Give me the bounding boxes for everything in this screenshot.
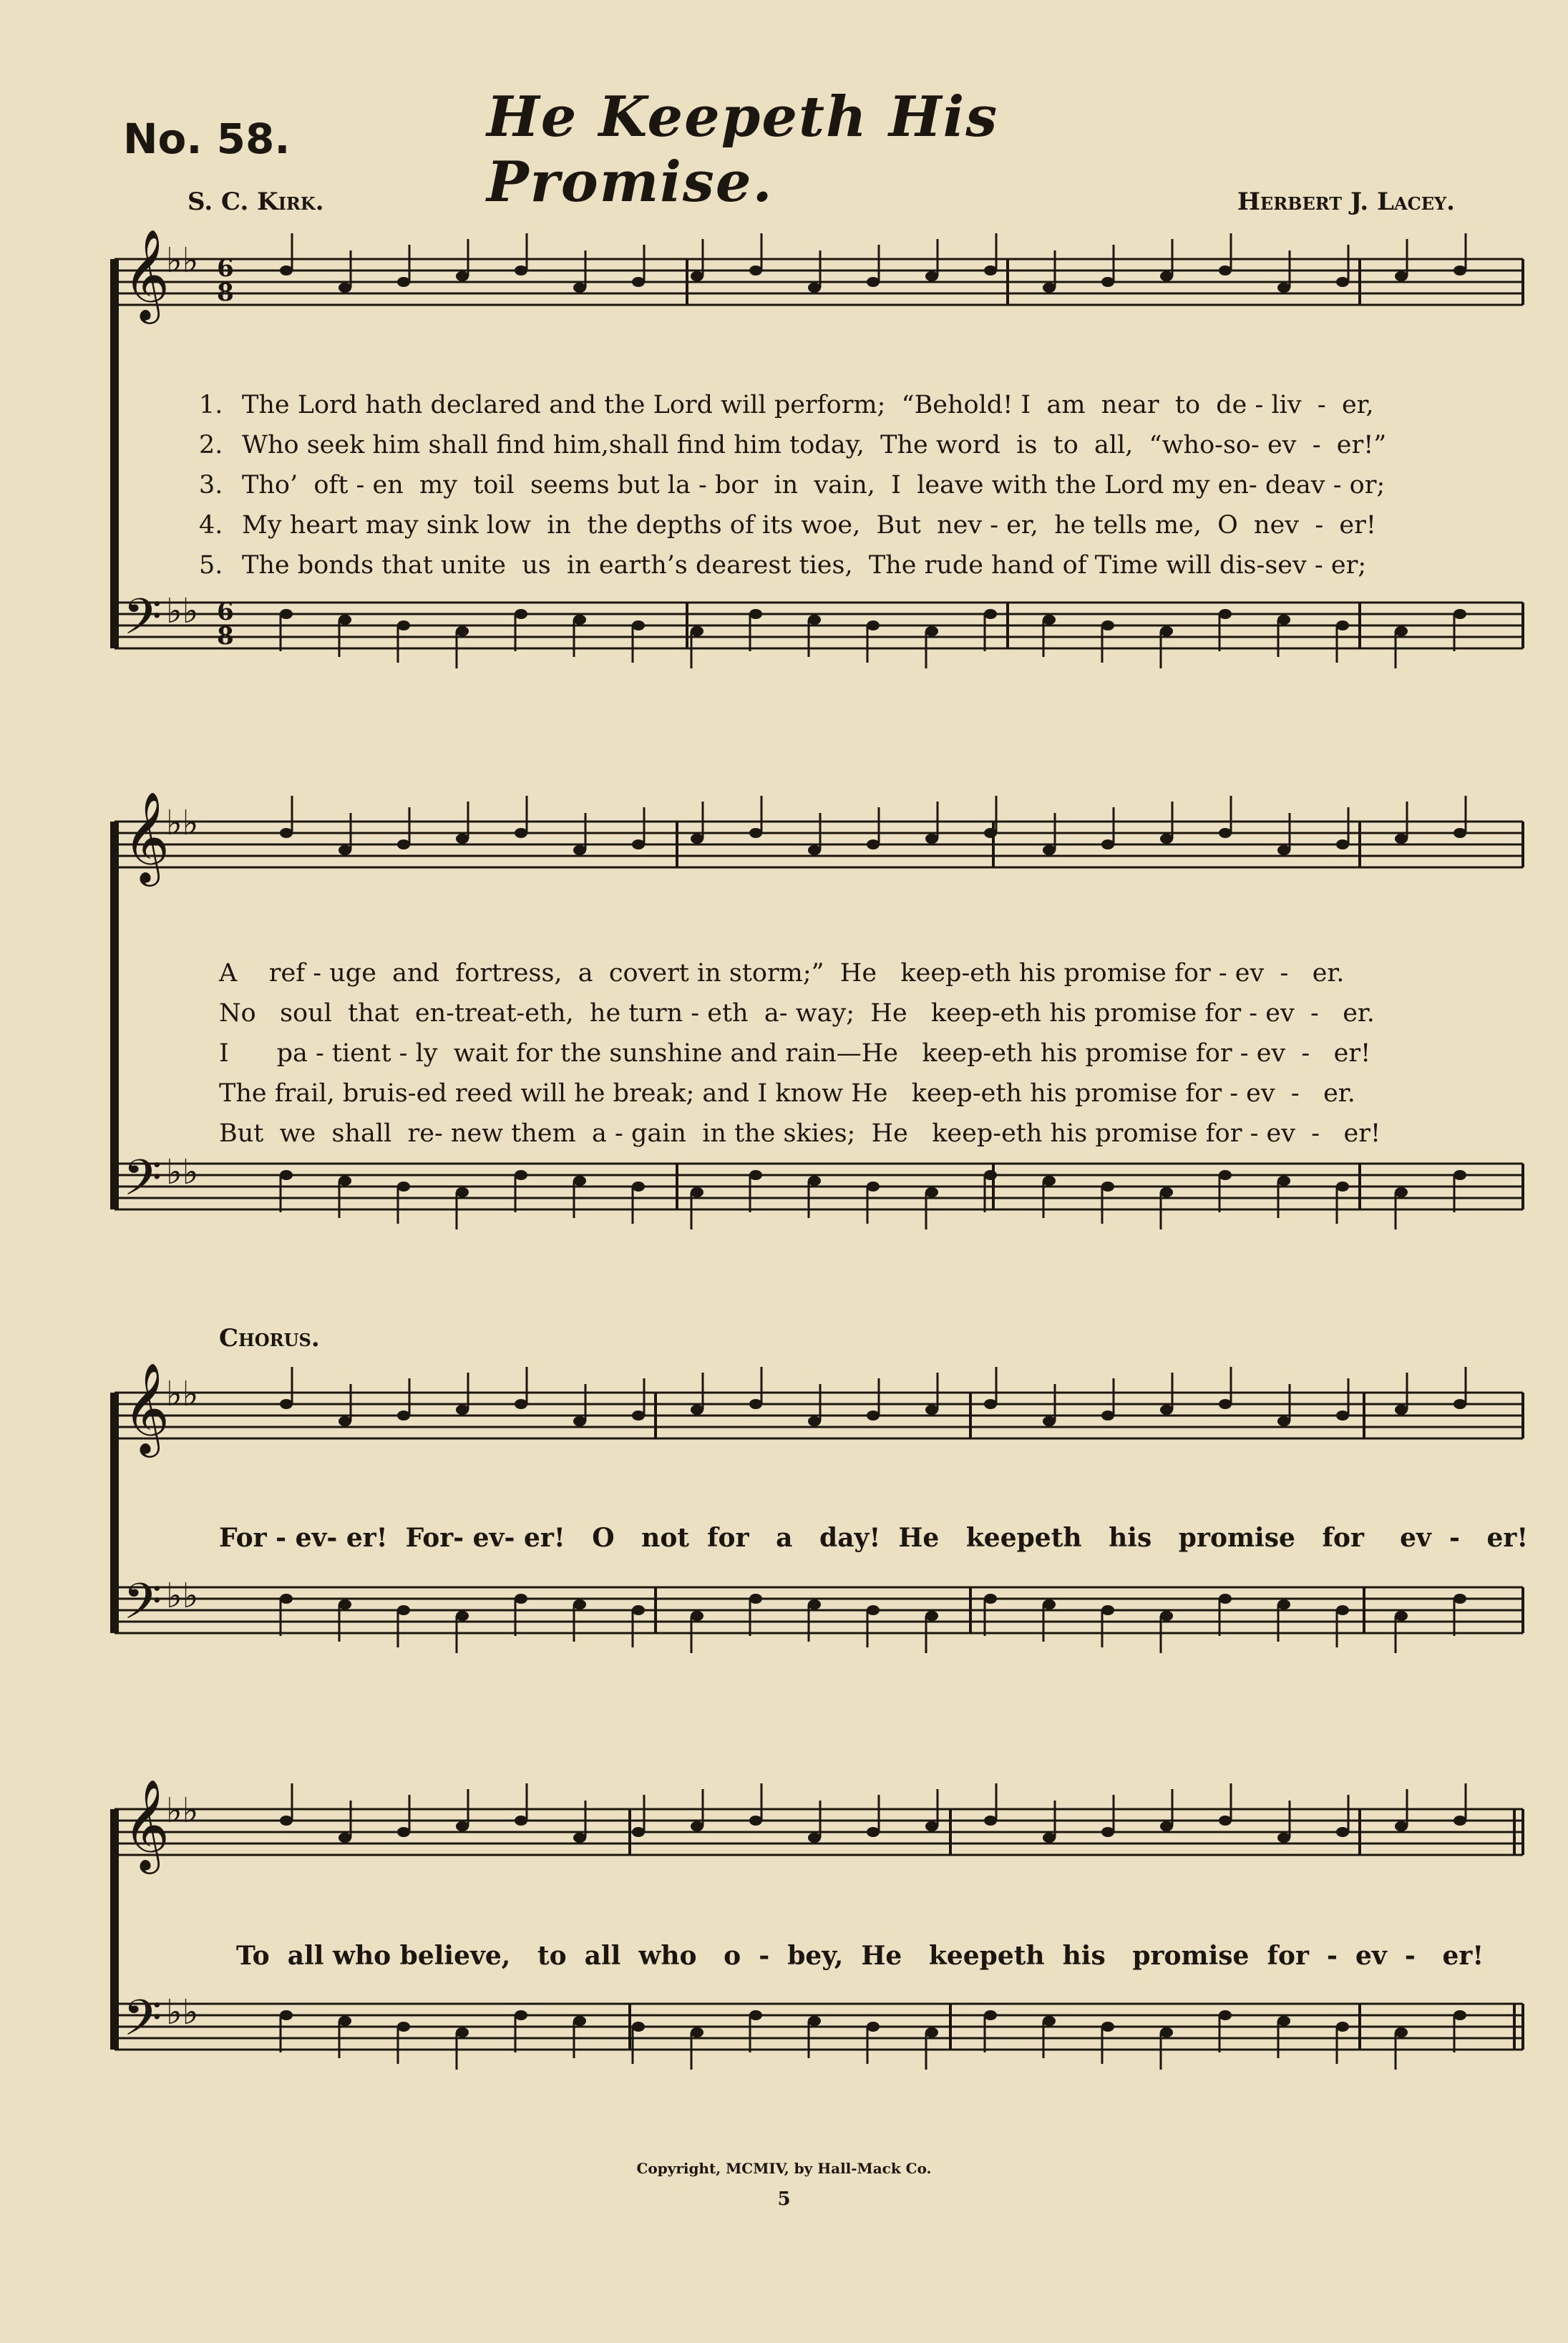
verse-line: 2. Who seek him shall find him,shall find him today, The word is to all, “who-so- ev - er!”	[199, 431, 1387, 459]
note-head	[1277, 845, 1290, 855]
note-head	[280, 828, 293, 838]
note-head	[1277, 1599, 1290, 1609]
note-head	[1277, 1833, 1290, 1843]
note-head	[1160, 1611, 1173, 1621]
note-head	[1336, 1411, 1349, 1421]
refrain-line: A ref - uge and fortress, a covert in storm;” He keep-eth his promise for - ev - er.	[219, 959, 1345, 988]
key-signature-icon: ♭♭	[166, 1992, 199, 2032]
hymn-title: He Keepeth His Promise.	[487, 84, 999, 215]
note-head	[339, 845, 351, 855]
note-head	[867, 1605, 880, 1615]
note-head	[1219, 1816, 1232, 1826]
note-head	[339, 1416, 351, 1426]
note-head	[984, 1399, 997, 1409]
note-head	[1160, 1187, 1173, 1197]
note-head	[691, 1187, 703, 1197]
note-head	[573, 1599, 586, 1609]
note-head	[280, 1816, 293, 1826]
note-head	[280, 609, 293, 619]
refrain-line: The frail, bruis-ed reed will he break; and I know He keep-eth his promise for - ev - er.	[219, 1079, 1355, 1108]
note-head	[925, 271, 938, 281]
note-head	[749, 1816, 762, 1826]
note-head	[573, 1416, 586, 1426]
note-head	[749, 1399, 762, 1409]
note-head	[456, 1821, 469, 1831]
chorus-lyric-line: To all who believe, to all who o - bey, He keepeth his promise for - ev - er!	[236, 1941, 1484, 1971]
lyricist-credit: S. C. Kirk.	[188, 187, 324, 216]
note-head	[632, 1827, 645, 1837]
note-head	[691, 1405, 703, 1415]
treble-clef-icon: 𝄞	[123, 791, 170, 882]
note-head	[1395, 2027, 1408, 2037]
key-signature-icon: ♭♭	[166, 1791, 199, 1831]
key-signature-icon: ♭♭	[166, 803, 199, 843]
note-head	[1277, 283, 1290, 293]
note-head	[925, 2027, 938, 2037]
chorus-label: Chorus.	[219, 1324, 320, 1353]
note-head	[749, 1170, 762, 1180]
note-head	[1277, 2016, 1290, 2026]
note-head	[1453, 609, 1466, 619]
note-head	[1395, 271, 1408, 281]
bass-clef-icon: 𝄢	[123, 588, 162, 658]
note-head	[632, 839, 645, 849]
note-head	[1219, 609, 1232, 619]
note-head	[397, 1827, 410, 1837]
key-signature-icon: ♭♭	[166, 1576, 199, 1616]
note-head	[984, 266, 997, 276]
note-head	[1101, 277, 1114, 287]
treble-clef-icon: 𝄞	[123, 228, 170, 320]
time-signature-bottom: 8	[217, 278, 234, 307]
note-head	[280, 2010, 293, 2020]
note-head	[397, 1605, 410, 1615]
note-head	[1219, 1399, 1232, 1409]
note-head	[808, 615, 821, 625]
note-head	[1395, 834, 1408, 844]
note-head	[573, 1833, 586, 1843]
note-head	[632, 2022, 645, 2032]
refrain-line: I pa - tient - ly wait for the sunshine and rain—He keep-eth his promise for - ev - er!	[219, 1039, 1371, 1068]
note-head	[280, 1399, 293, 1409]
note-head	[339, 1833, 351, 1843]
note-head	[1336, 620, 1349, 630]
key-signature-icon: ♭♭	[166, 1374, 199, 1414]
note-head	[1453, 266, 1466, 276]
note-head	[1043, 845, 1056, 855]
note-head	[339, 1599, 351, 1609]
note-head	[397, 2022, 410, 2032]
treble-clef-icon: 𝄞	[123, 1778, 170, 1870]
note-head	[867, 1182, 880, 1192]
note-head	[456, 1611, 469, 1621]
note-head	[1395, 1611, 1408, 1621]
time-signature-top: 6	[217, 598, 234, 626]
note-head	[925, 834, 938, 844]
note-head	[691, 834, 703, 844]
note-head	[867, 839, 880, 849]
note-head	[632, 1182, 645, 1192]
note-head	[749, 828, 762, 838]
note-head	[1453, 2010, 1466, 2020]
note-head	[1336, 1827, 1349, 1837]
time-signature-top: 6	[217, 254, 234, 283]
note-head	[691, 271, 703, 281]
note-head	[1453, 1816, 1466, 1826]
note-head	[984, 1594, 997, 1604]
note-head	[984, 828, 997, 838]
note-head	[632, 277, 645, 287]
time-signature-bottom: 8	[217, 622, 234, 651]
note-head	[456, 834, 469, 844]
note-head	[925, 1611, 938, 1621]
note-head	[280, 266, 293, 276]
note-head	[397, 277, 410, 287]
refrain-line: No soul that en-treat-eth, he turn - eth a- way; He keep-eth his promise for - ev - er.	[219, 999, 1375, 1028]
note-head	[1101, 620, 1114, 630]
note-head	[1101, 2022, 1114, 2032]
note-head	[808, 1833, 821, 1843]
note-head	[691, 1821, 703, 1831]
note-head	[515, 1594, 527, 1604]
note-head	[749, 266, 762, 276]
note-head	[867, 1411, 880, 1421]
note-head	[456, 1187, 469, 1197]
note-head	[1219, 1594, 1232, 1604]
note-head	[984, 609, 997, 619]
note-head	[1043, 615, 1056, 625]
note-head	[1395, 1405, 1408, 1415]
note-head	[1453, 1594, 1466, 1604]
note-head	[1043, 2016, 1056, 2026]
verse-line: 1. The Lord hath declared and the Lord will perform; “Behold! I am near to de - liv - er,	[199, 391, 1374, 419]
note-head	[1277, 615, 1290, 625]
note-head	[339, 1176, 351, 1186]
note-head	[573, 283, 586, 293]
note-head	[1395, 1821, 1408, 1831]
note-head	[1101, 1827, 1114, 1837]
note-head	[515, 266, 527, 276]
note-head	[925, 1187, 938, 1197]
note-head	[632, 1411, 645, 1421]
note-head	[515, 1170, 527, 1180]
note-head	[808, 1416, 821, 1426]
key-signature-icon: ♭♭	[166, 240, 199, 281]
note-head	[515, 1399, 527, 1409]
note-head	[749, 609, 762, 619]
key-signature-icon: ♭♭	[166, 591, 199, 631]
note-head	[632, 1605, 645, 1615]
note-head	[1336, 1605, 1349, 1615]
note-head	[456, 626, 469, 636]
note-head	[1453, 1170, 1466, 1180]
note-head	[1277, 1416, 1290, 1426]
refrain-line: But we shall re- new them a - gain in the skies; He keep-eth his promise for - ev - er!	[219, 1119, 1381, 1148]
note-head	[397, 839, 410, 849]
note-head	[925, 1405, 938, 1415]
note-head	[456, 271, 469, 281]
note-head	[573, 615, 586, 625]
note-head	[867, 277, 880, 287]
note-head	[1395, 626, 1408, 636]
note-head	[925, 1821, 938, 1831]
note-head	[1160, 1405, 1173, 1415]
copyright-notice: Copyright, MCMIV, by Hall-Mack Co.	[636, 2160, 932, 2177]
note-head	[1219, 1170, 1232, 1180]
note-head	[1043, 1833, 1056, 1843]
note-head	[1043, 283, 1056, 293]
note-head	[1160, 271, 1173, 281]
note-head	[1101, 839, 1114, 849]
composer-credit: Herbert J. Lacey.	[1237, 187, 1455, 216]
note-head	[339, 2016, 351, 2026]
note-head	[1453, 828, 1466, 838]
note-head	[339, 283, 351, 293]
note-head	[1101, 1411, 1114, 1421]
note-head	[867, 1827, 880, 1837]
verse-line: 4. My heart may sink low in the depths of its woe, But nev - er, he tells me, O nev - er!	[199, 511, 1376, 540]
note-head	[808, 2016, 821, 2026]
hymn-number: No. 58.	[123, 115, 291, 163]
note-head	[632, 620, 645, 630]
note-head	[1160, 834, 1173, 844]
note-head	[515, 1816, 527, 1826]
note-head	[1160, 626, 1173, 636]
note-head	[515, 609, 527, 619]
note-head	[984, 1816, 997, 1826]
bass-clef-icon: 𝄢	[123, 1989, 162, 2059]
key-signature-icon: ♭♭	[166, 1152, 199, 1192]
note-head	[397, 620, 410, 630]
note-head	[573, 2016, 586, 2026]
bass-clef-icon: 𝄢	[123, 1572, 162, 1642]
note-head	[749, 2010, 762, 2020]
note-head	[280, 1170, 293, 1180]
note-head	[280, 1594, 293, 1604]
note-head	[1219, 2010, 1232, 2020]
note-head	[1277, 1176, 1290, 1186]
note-head	[1336, 1182, 1349, 1192]
note-head	[867, 2022, 880, 2032]
note-head	[1395, 1187, 1408, 1197]
note-head	[456, 2027, 469, 2037]
note-head	[515, 2010, 527, 2020]
verse-line: 3. Tho’ oft - en my toil seems but la - bor in vain, I leave with the Lord my en- deav - or;	[199, 471, 1386, 500]
note-head	[984, 2010, 997, 2020]
note-head	[1101, 1182, 1114, 1192]
note-head	[1043, 1599, 1056, 1609]
bass-clef-icon: 𝄢	[123, 1149, 162, 1219]
note-head	[573, 1176, 586, 1186]
note-head	[1336, 277, 1349, 287]
note-head	[925, 626, 938, 636]
verse-line: 5. The bonds that unite us in earth’s dearest ties, The rude hand of Time will dis-sev - er;	[199, 551, 1367, 580]
note-head	[339, 615, 351, 625]
note-head	[691, 626, 703, 636]
note-head	[1453, 1399, 1466, 1409]
note-head	[1043, 1416, 1056, 1426]
note-head	[1043, 1176, 1056, 1186]
note-head	[1160, 2027, 1173, 2037]
note-head	[867, 620, 880, 630]
note-head	[397, 1411, 410, 1421]
note-head	[397, 1182, 410, 1192]
note-head	[1219, 266, 1232, 276]
chorus-lyric-line: For - ev- er! For- ev- er! O not for a day! He keepeth his promise for ev - er!	[219, 1523, 1529, 1553]
note-head	[808, 283, 821, 293]
note-head	[1160, 1821, 1173, 1831]
note-head	[515, 828, 527, 838]
note-head	[749, 1594, 762, 1604]
note-head	[808, 845, 821, 855]
note-head	[691, 1611, 703, 1621]
note-head	[1336, 839, 1349, 849]
note-head	[573, 845, 586, 855]
page-number: 5	[777, 2188, 791, 2210]
note-head	[1336, 2022, 1349, 2032]
note-head	[1219, 828, 1232, 838]
note-head	[808, 1176, 821, 1186]
note-head	[984, 1170, 997, 1180]
note-head	[456, 1405, 469, 1415]
treble-clef-icon: 𝄞	[123, 1362, 170, 1453]
note-head	[1101, 1605, 1114, 1615]
note-head	[808, 1599, 821, 1609]
note-head	[691, 2027, 703, 2037]
